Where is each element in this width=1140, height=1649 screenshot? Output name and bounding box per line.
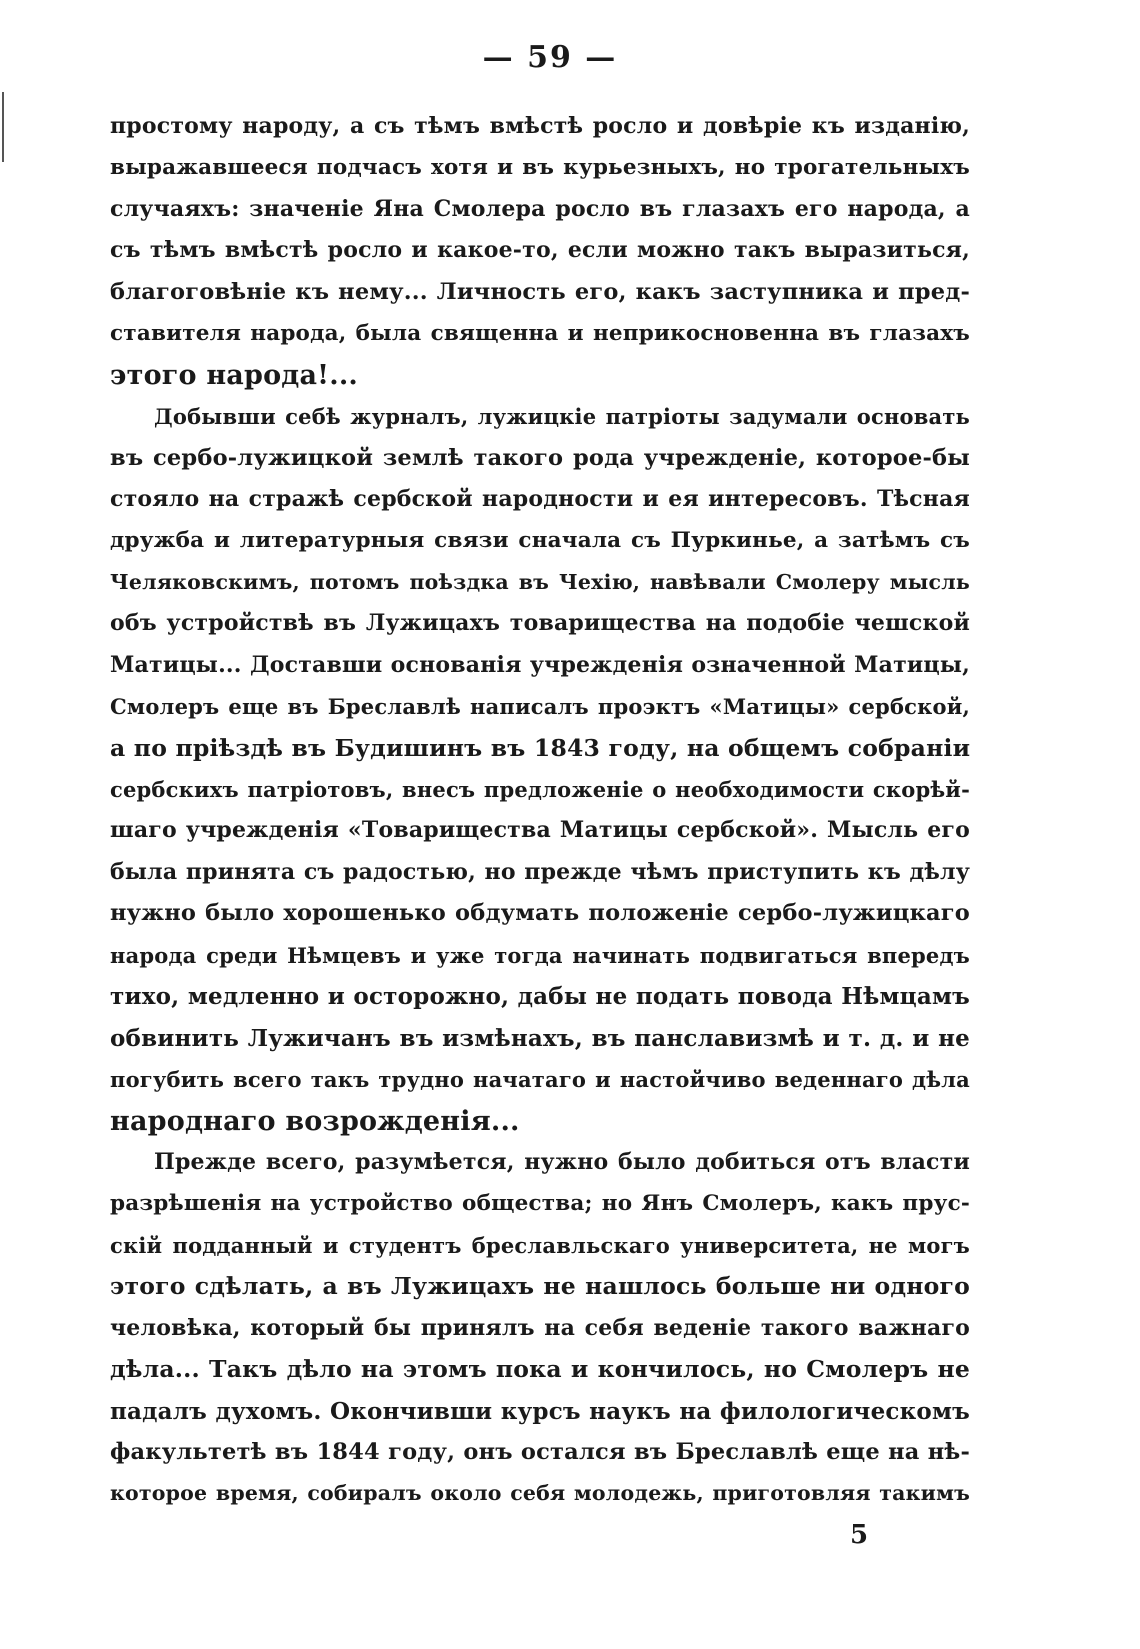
text-line: благоговѣніе къ нему... Личность его, какъ заступника и пред- — [110, 278, 970, 305]
text-line: факультетѣ въ 1844 году, онъ остался въ Бреславлѣ еще на нѣ- — [110, 1439, 970, 1465]
text-body — [110, 106, 970, 1515]
text-line: Матицы... Доставши основанія учрежденія означенной Матицы, — [110, 651, 970, 678]
text-line: погубить всего такъ трудно начатаго и настойчиво веденнаго дѣла — [110, 1067, 970, 1093]
text-line: сербскихъ патріотовъ, внесъ предложеніе о необходимости скорѣй- — [110, 777, 970, 802]
text-line: тихо, медленно и осторожно, дабы не подать повода Нѣмцамъ — [110, 983, 970, 1011]
text-line: этого народа!... — [110, 359, 359, 391]
text-line: выражавшееся подчасъ хотя и въ курьезныхъ, но трогательныхъ — [110, 155, 970, 181]
text-line: дѣла... Такъ дѣло на этомъ пока и кончилось, но Смолеръ не — [110, 1355, 970, 1384]
text-line: случаяхъ: значеніе Яна Смолера росло въ глазахъ его народа, а — [110, 195, 970, 222]
text-line: въ сербо-лужицкой землѣ такого рода учрежденіе, которое-бы — [110, 444, 970, 471]
text-line: была принята съ радостью, но прежде чѣмъ приступить къ дѣлу — [110, 858, 970, 885]
text-line: объ устройствѣ въ Лужицахъ товарищества на подобіе чешской — [110, 610, 970, 637]
text-line: обвинить Лужичанъ въ измѣнахъ, въ панславизмѣ и т. д. и не — [110, 1024, 970, 1052]
margin-mark — [2, 92, 4, 162]
signature-mark: 5 — [850, 1520, 869, 1550]
text-line: Смолеръ еще въ Бреславлѣ написалъ проэктъ «Матицы» сербской, — [110, 694, 970, 720]
text-line: дружба и литературныя связи сначала съ Пуркинье, а затѣмъ съ — [110, 528, 970, 554]
text-line: Добывши себѣ журналъ, лужицкіе патріоты задумали основать — [154, 404, 970, 430]
text-line: скій подданный и студентъ бреславльскаго университета, не могъ — [110, 1232, 970, 1258]
text-line: съ тѣмъ вмѣстѣ росло и какое-то, если можно такъ выразиться, — [110, 237, 970, 264]
text-line: а по пріѣздѣ въ Будишинъ въ 1843 году, на общемъ собраніи — [110, 733, 970, 762]
text-line: нужно было хорошенько обдумать положеніе сербо-лужицкаго — [110, 900, 970, 927]
text-line: Челяковскимъ, потомъ поѣздка въ Чехію, навѣвали Смолеру мысль — [110, 569, 970, 594]
page-number: — 59 — — [482, 40, 618, 75]
text-line: стояло на стражѣ сербской народности и ея интересовъ. Тѣсная — [110, 485, 970, 512]
text-line: простому народу, а съ тѣмъ вмѣстѣ росло и довѣріе къ изданію, — [110, 113, 970, 139]
text-line: разрѣшенія на устройство общества; но Янъ Смолеръ, какъ прус- — [110, 1191, 970, 1217]
text-line: Прежде всего, разумѣется, нужно было добиться отъ власти — [154, 1148, 970, 1175]
text-line: падалъ духомъ. Окончивши курсъ наукъ на филологическомъ — [110, 1397, 970, 1425]
text-line: шаго учрежденія «Товарищества Матицы сербской». Мысль его — [110, 817, 970, 844]
text-line: народа среди Нѣмцевъ и уже тогда начинать подвигаться впередъ — [110, 942, 970, 968]
text-line: народнаго возрожденія... — [110, 1105, 520, 1137]
text-line: человѣка, который бы принялъ на себя веденіе такого важнаго — [110, 1314, 970, 1341]
text-line: этого сдѣлать, а въ Лужицахъ не нашлось больше ни одного — [110, 1272, 970, 1301]
text-line: ставителя народа, была священна и неприкосновенна въ глазахъ — [110, 321, 970, 347]
text-line: которое время, собиралъ около себя молодежь, приготовляя такимъ — [110, 1481, 970, 1506]
